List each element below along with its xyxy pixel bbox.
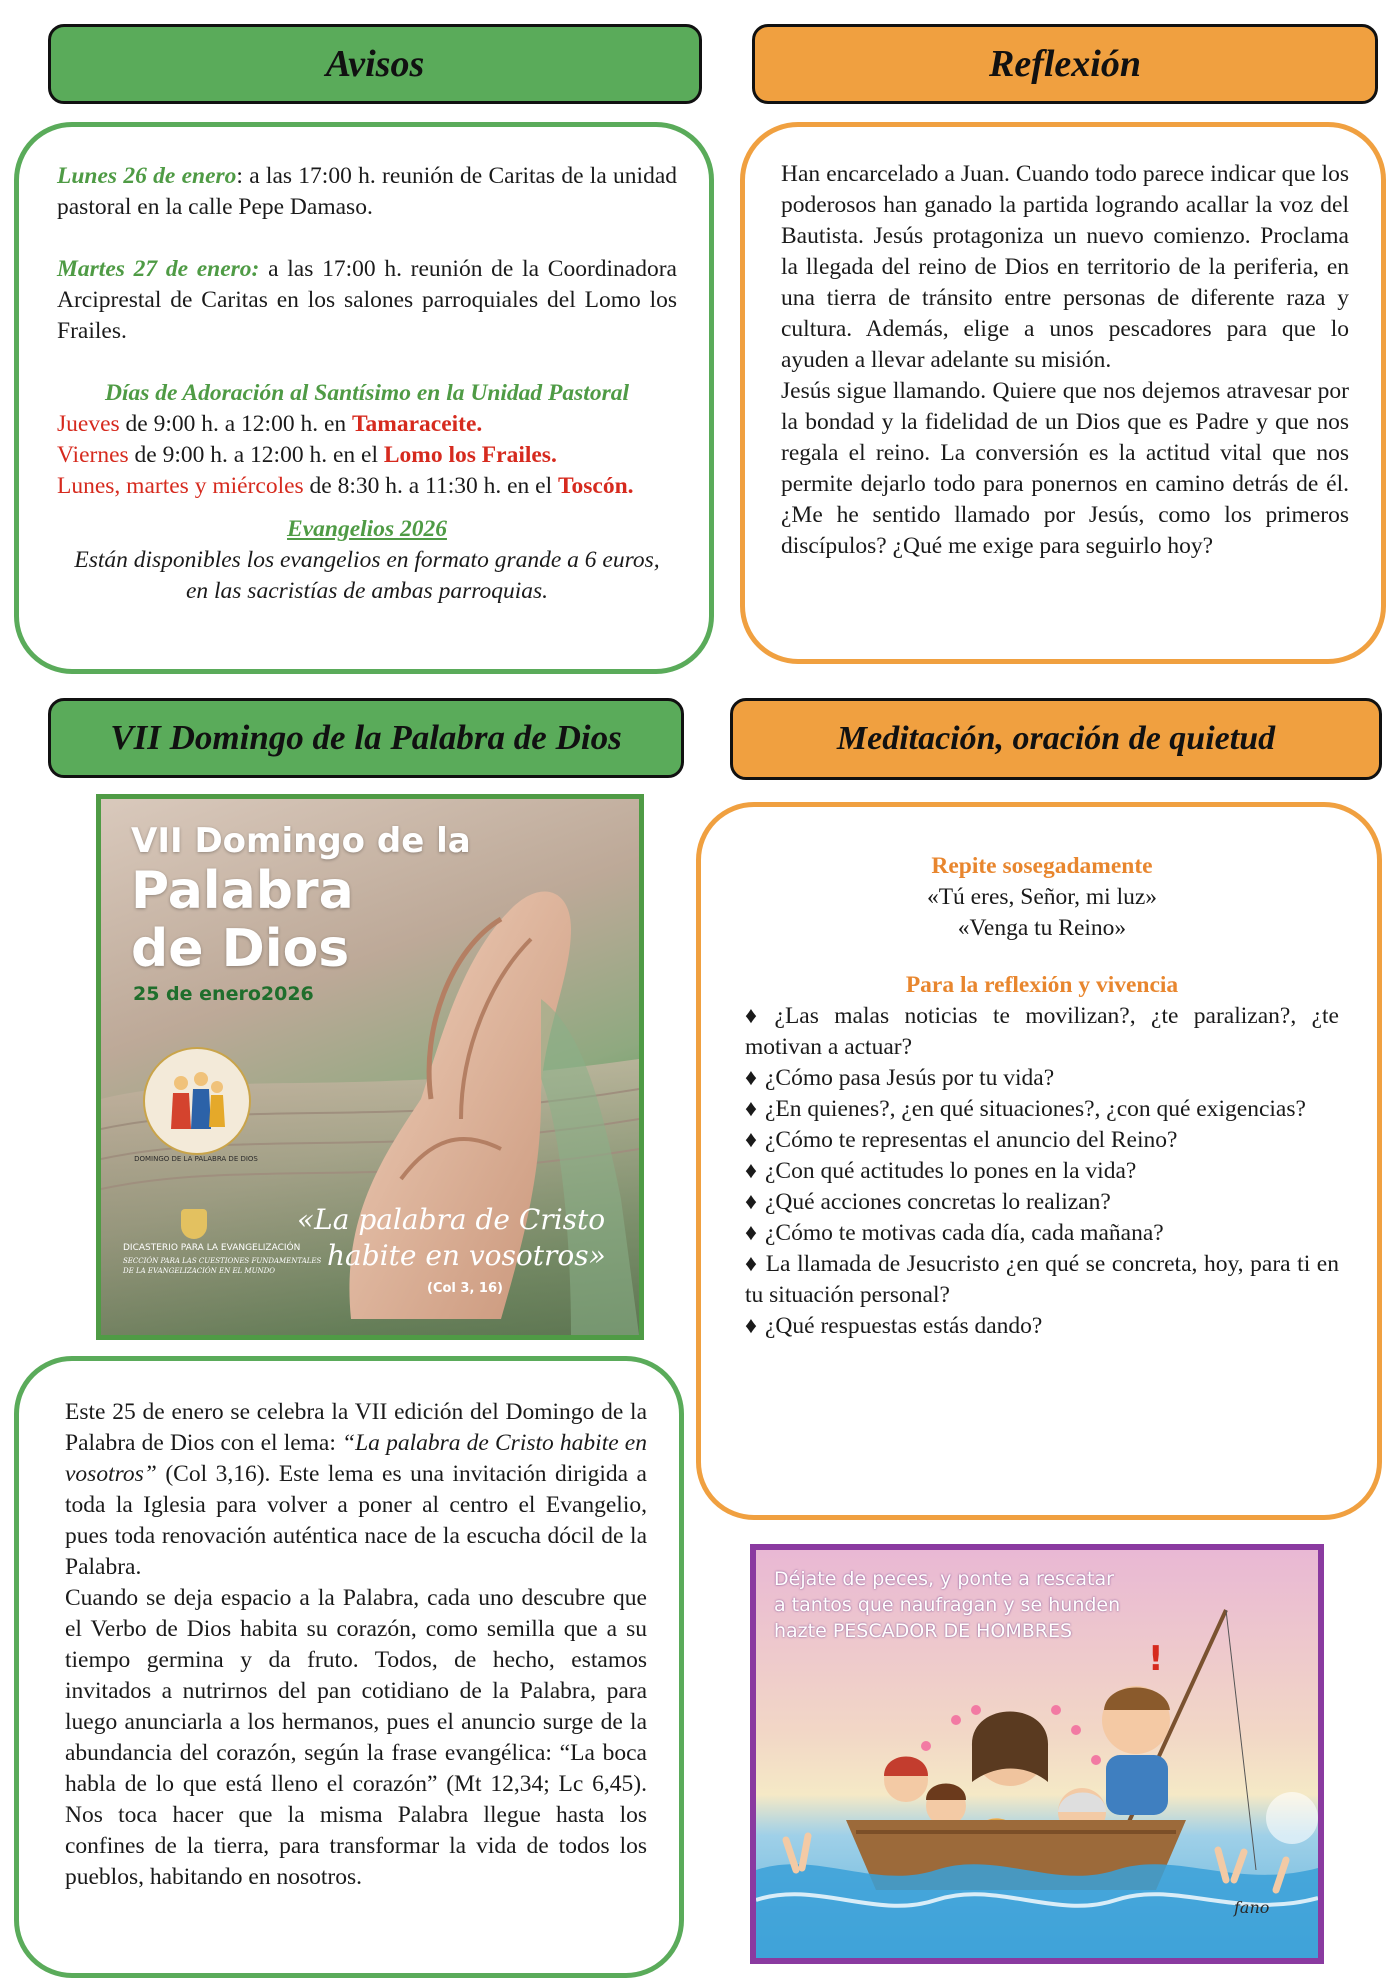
reflexion-vivencia-heading: Para la reflexión y vivencia [905,972,1179,998]
vatican-crest-icon [181,1209,207,1239]
question-item: ♦ ¿Cómo te representas el anuncio del Reino? [745,1127,1178,1153]
reflexion-box [740,122,1386,664]
diamond-bullet-icon: ♦ [745,1220,757,1246]
poster-title-line1: VII Domingo de la [131,821,471,861]
diamond-bullet-icon: ♦ [745,1158,757,1184]
meditacion-title: Meditación, oración de quietud [836,720,1276,757]
saints-emblem-icon [145,1049,245,1149]
poster-emblem-caption: DOMINGO DE LA PALABRA DE DIOS [134,1155,258,1163]
question-list [745,1001,1339,1342]
domingo-paragraph-2: Cuando se deja espacio a la Palabra, cada uno descubre que el Verbo de Dios habita su corazón, como semilla que a su tiempo germina y da fruto. Todos, de hecho, estamos invitados a nutrirnos del pan cotidiano de la Palabra, para luego anunciarla a los hermanos, pues el anuncio surge de la abundancia del corazón, según la frase evangélica: “La boca habla de lo que está lleno el corazón” (Mt 12,34; Lc 6,45). Nos toca hacer que la misma Palabra llegue hasta los confines de la tierra, para transformar la vida de todos los pueblos, habitando en nosotros. [65,1585,647,1890]
reflexion-paragraph-2: Jesús sigue llamando. Quiere que nos dejemos atravesar por la bondad y la fidelidad de un Dios que es Padre y que nos regala el reino. La conversión es la actitud vital que nos permite dejarlo todo para ponernos en camino detrás de él. ¿Me he sentido llamado por Jesús, como los primeros discípulos? ¿Qué me exige para seguirlo hoy? [781,378,1349,559]
svg-text:!: ! [1148,1639,1164,1679]
cartoon-caption-1: Déjate de peces, y ponte a rescatar [774,1568,1114,1590]
poster-title-line3: de Dios [131,919,350,979]
poster-seccion-2: DE LA EVANGELIZACIÓN EN EL MUNDO [123,1267,275,1275]
domingo-header [48,698,684,778]
repite-line: «Tú eres, Señor, mi luz» [926,884,1158,910]
evangelios-heading: Evangelios 2026 [287,516,447,542]
adoracion-row: Jueves de 9:00 h. a 12:00 h. en Tamaraceite. [57,411,483,437]
poster-ref: (Col 3, 16) [427,1281,503,1296]
adoracion-heading: Días de Adoración al Santísimo en la Unidad Pastoral [104,380,630,406]
cartoon-signature: fano [1234,1898,1270,1917]
diamond-bullet-icon: ♦ [745,1003,767,1029]
repite-line: «Venga tu Reino» [957,915,1127,941]
diamond-bullet-icon: ♦ [745,1251,758,1277]
reflexion-title: Reflexión [989,43,1141,85]
evangelios-text: Están disponibles los evangelios en formato grande a 6 euros, en las sacristías de ambas parroquias. [74,547,660,604]
domingo-poster [96,794,644,1340]
question-item: ♦ ¿Cómo pasa Jesús por tu vida? [745,1065,1055,1091]
question-item: ♦ ¿Las malas noticias te movilizan?, ¿te paralizan?, ¿te motivan a actuar? [745,1003,1339,1060]
domingo-paragraph-1: Este 25 de enero se celebra la VII edición del Domingo de la Palabra de Dios con el lema: “La palabra de Cristo habite en vosotros” (Col 3,16). Este lema es una invitación dirigida a toda la Iglesia para volver a poner al centro el Evangelio, pues toda renovación auténtica nace de la escucha dócil de la Palabra. [65,1399,647,1580]
poster-emblem [143,1047,251,1155]
boat-rescue-illustration [756,1550,1318,1958]
poster-quote-2: habite en vosotros» [327,1239,606,1272]
adoracion-row: Lunes, martes y miércoles de 8:30 h. a 11:30 h. en el Toscón. [57,473,634,499]
avisos-box [14,122,714,674]
reflexion-header [752,24,1378,104]
poster-quote-1: «La palabra de Cristo [297,1203,606,1236]
diamond-bullet-icon: ♦ [745,1065,757,1091]
meditacion-header [730,698,1382,780]
poster-seccion-1: SECCIÓN PARA LAS CUESTIONES FUNDAMENTALES [123,1257,322,1265]
repite-heading: Repite sosegadamente [931,853,1153,879]
pescador-cartoon [750,1544,1324,1964]
question-item: ♦ ¿Con qué actitudes lo pones en la vida? [745,1158,1137,1184]
diamond-bullet-icon: ♦ [745,1127,757,1153]
question-item: ♦ ¿Cómo te motivas cada día, cada mañana? [745,1220,1164,1246]
poster-dicasterio: DICASTERIO PARA LA EVANGELIZACIÓN [123,1243,301,1253]
adoracion-row: Viernes de 9:00 h. a 12:00 h. en el Lomo los Frailes. [57,442,557,468]
avisos-title: Avisos [325,43,425,85]
cartoon-caption-2: a tantos que naufragan y se hunden [774,1594,1121,1616]
diamond-bullet-icon: ♦ [745,1189,757,1215]
question-item: ♦ ¿Qué respuestas estás dando? [745,1313,1043,1339]
question-item: ♦ La llamada de Jesucristo ¿en qué se concreta, hoy, para ti en tu situación personal? [745,1251,1339,1308]
avisos-header [48,24,702,104]
diamond-bullet-icon: ♦ [745,1096,757,1122]
cartoon-caption-3: hazte PESCADOR DE HOMBRES [774,1620,1073,1642]
poster-date: 25 de enero2026 [133,983,314,1005]
diamond-bullet-icon: ♦ [745,1313,757,1339]
poster-title-line2: Palabra [131,861,354,921]
question-item: ♦ ¿En quienes?, ¿en qué situaciones?, ¿con qué exigencias? [745,1096,1306,1122]
aviso-item-1: Lunes 26 de enero: a las 17:00 h. reunión de Caritas de la unidad pastoral en la calle Pepe Damaso. [57,163,677,220]
domingo-box [14,1356,684,1978]
reflexion-paragraph-1: Han encarcelado a Juan. Cuando todo parece indicar que los poderosos han ganado la partida logrando acallar la voz del Bautista. Jesús protagoniza un nuevo comienzo. Proclama la llegada del reino de Dios en territorio de la periferia, en una tierra de tránsito entre personas de diferente raza y cultura. Además, elige a unos pescadores para que lo ayuden a llevar adelante su misión. [781,161,1349,373]
domingo-title: VII Domingo de la Palabra de Dios [110,718,622,757]
aviso-item-2: Martes 27 de enero: a las 17:00 h. reunión de la Coordinadora Arciprestal de Caritas en los salones parroquiales del Lomo los Frailes. [57,256,677,344]
question-item: ♦ ¿Qué acciones concretas lo realizan? [745,1189,1111,1215]
meditacion-box [696,802,1382,1520]
